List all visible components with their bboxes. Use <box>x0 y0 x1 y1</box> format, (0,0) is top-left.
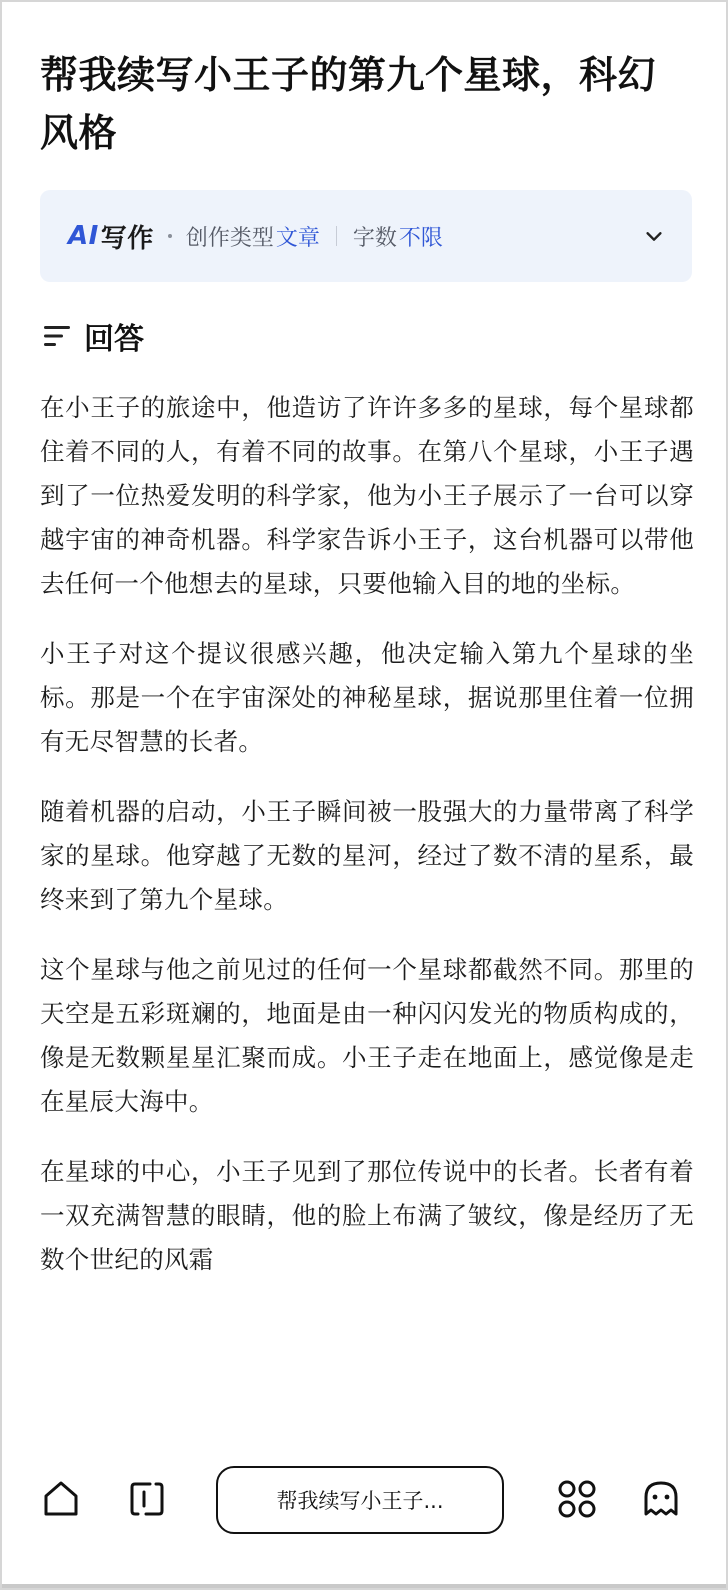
creation-type-label: 创作类型 <box>185 225 274 251</box>
page-title: 帮我续写小王子的第九个星球，科幻风格 <box>40 53 657 155</box>
creation-meta <box>168 221 443 252</box>
ai-brand-word: 写作 <box>100 223 154 254</box>
bottom-edge <box>2 1584 726 1590</box>
assistant-ghost-icon[interactable] <box>638 1476 684 1522</box>
answer-header <box>40 314 144 358</box>
ai-writing-brand <box>68 218 154 255</box>
current-query-button[interactable]: 帮我续写小王子... <box>216 1466 504 1534</box>
word-count-label: 字数 <box>352 225 397 251</box>
ai-brand-mark: AI <box>68 221 99 251</box>
meta-dot <box>168 234 172 238</box>
meta-separator <box>336 226 337 246</box>
article-fade <box>40 1376 694 1436</box>
home-icon[interactable] <box>38 1476 84 1522</box>
ai-writing-card[interactable] <box>40 190 692 282</box>
chevron-down-icon[interactable] <box>640 222 668 250</box>
article-paragraph: 随着机器的启动，小王子瞬间被一股强大的力量带离了科学家的星球。他穿越了无数的星河，经过了数不清的星系，最终来到了第九个星球。 <box>40 797 694 914</box>
answer-article <box>40 386 694 1436</box>
apps-grid-icon[interactable] <box>554 1476 600 1522</box>
word-count-value: 不限 <box>398 225 443 251</box>
answer-label: 回答 <box>84 322 144 357</box>
article-paragraph: 小王子对这个提议很感兴趣，他决定输入第九个星球的坐标。那是一个在宇宙深处的神秘星球，据说那里住着一位拥有无尽智慧的长者。 <box>40 639 694 756</box>
article-paragraph: 这个星球与他之前见过的任何一个星球都截然不同。那里的天空是五彩斑斓的，地面是由一种闪闪发光的物质构成的，像是无数颗星星汇聚而成。小王子走在地面上，感觉像是走在星辰大海中。 <box>40 955 694 1116</box>
creation-type-value: 文章 <box>275 225 320 251</box>
article-paragraph: 在小王子的旅途中，他造访了许许多多的星球，每个星球都住着不同的人，有着不同的故事。在第八个星球，小王子遇到了一位热爱发明的科学家，他为小王子展示了一台可以穿越宇宙的神奇机器。科学家告诉小王子，这台机器可以带他去任何一个他想去的星球，只要他输入目的地的坐标。 <box>40 393 694 598</box>
article-paragraph: 在星球的中心，小王子见到了那位传说中的长者。长者有着一双充满智慧的眼睛，他的脸上布满了皱纹，像是经历了无数个世纪的风霜 <box>40 1157 694 1274</box>
bottom-navigation <box>2 1446 726 1590</box>
tabs-icon[interactable] <box>124 1476 170 1522</box>
lines-icon <box>40 319 74 353</box>
